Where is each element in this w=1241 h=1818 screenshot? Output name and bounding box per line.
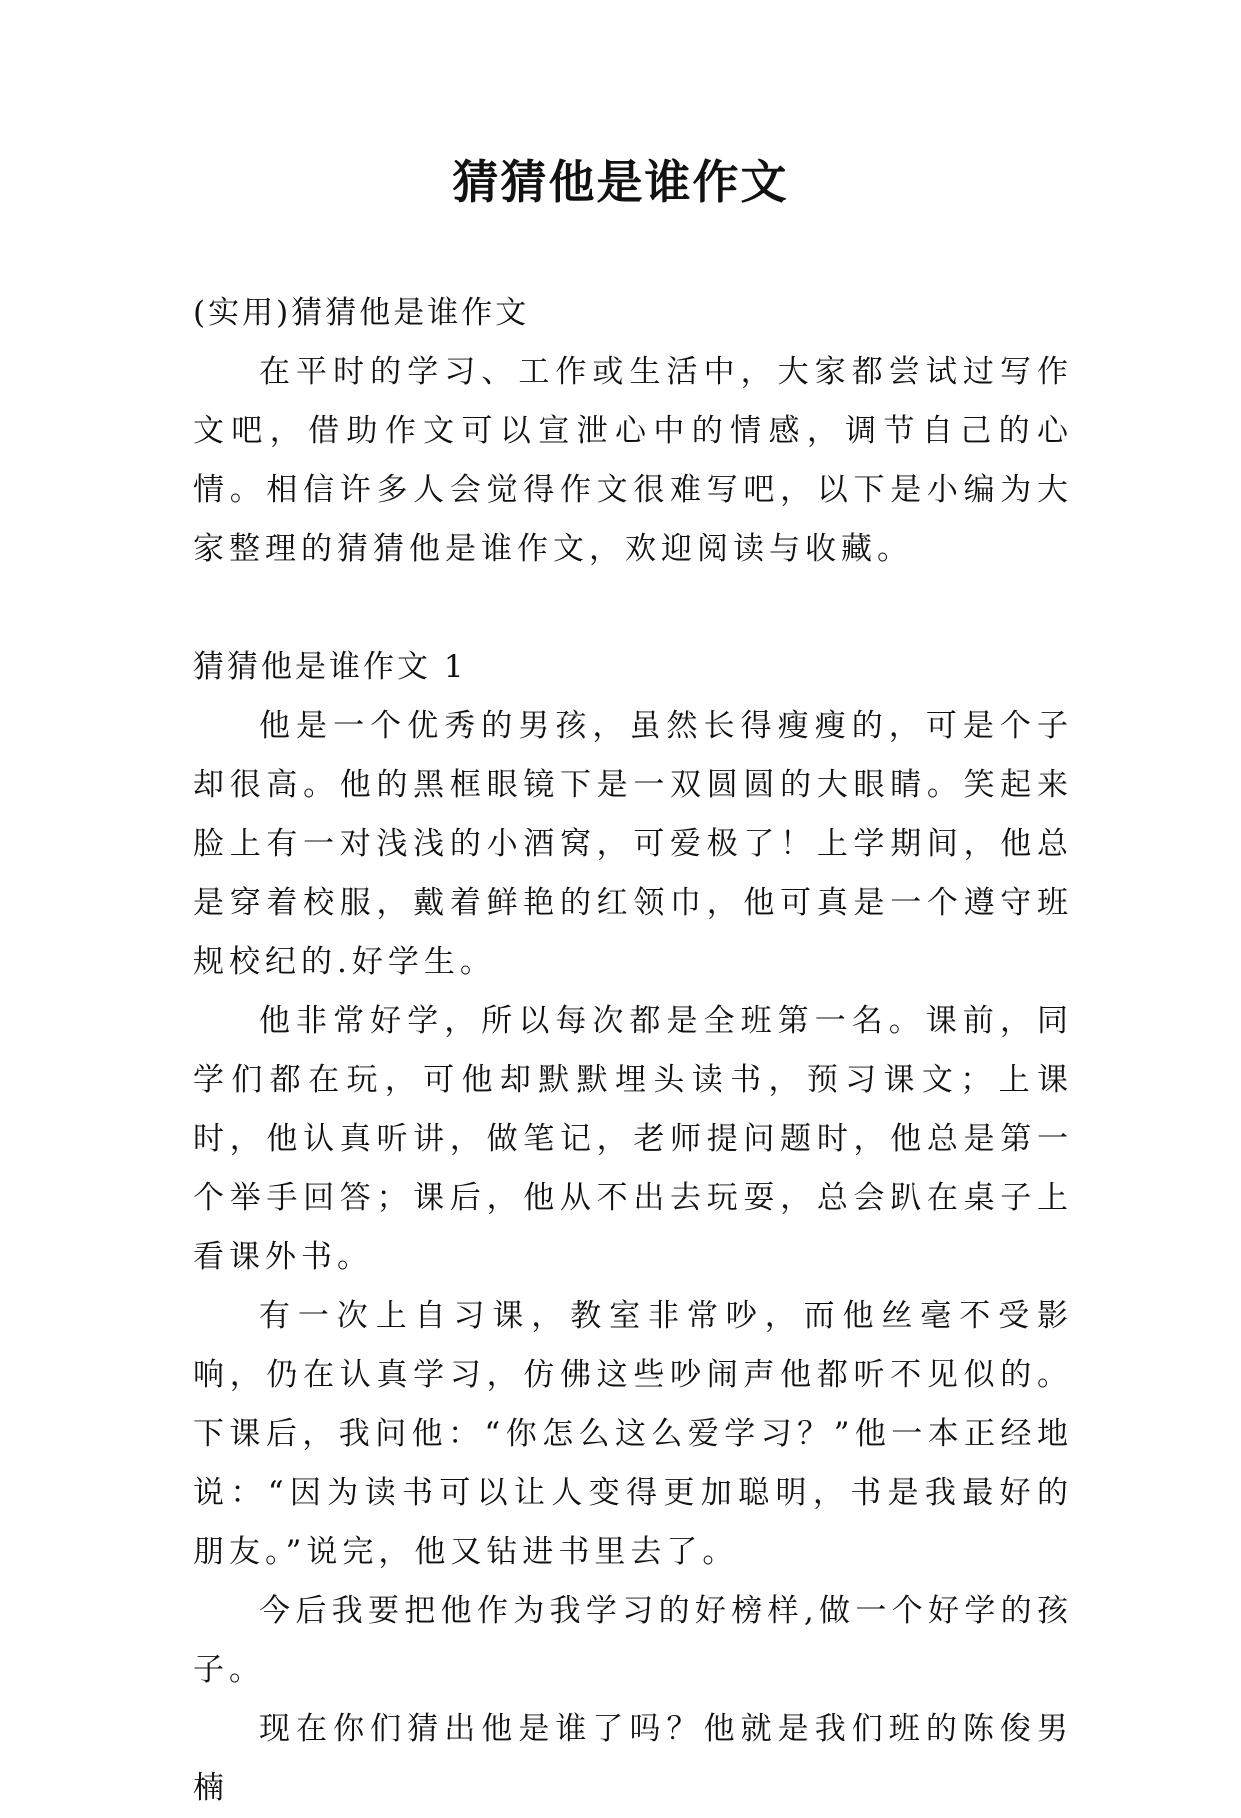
document-body [193,284,1073,1818]
section-heading: 猜猜他是谁作文 1 [193,649,467,685]
section-gap [193,579,1073,638]
body-paragraph: 他非常好学，所以每次都是全班第一名。课前，同学们都在玩，可他却默默埋头读书，预习课文；上课时，他认真听讲，做笔记，老师提问题时，他总是第一个举手回答；课后，他从不出去玩耍，总会趴在桌子上看课外书。 [193,1003,1073,1275]
body-paragraph: 今后我要把他作为我学习的好榜样,做一个好学的孩子。 [193,1593,1073,1688]
document-title: 猜猜他是谁作文 [452,155,789,209]
intro-paragraph: 在平时的学习、工作或生活中，大家都尝试过写作文吧，借助作文可以宣泄心中的情感，调节自己的心情。相信许多人会觉得作文很难写吧，以下是小编为大家整理的猜猜他是谁作文，欢迎阅读与收藏。 [193,354,1073,567]
body-paragraph: 现在你们猜出他是谁了吗？他就是我们班的陈俊男楠 [193,1711,1073,1806]
body-paragraph: 他是一个优秀的男孩，虽然长得瘦瘦的，可是个子却很高。他的黑框眼镜下是一双圆圆的大眼睛。笑起来脸上有一对浅浅的小酒窝，可爱极了！上学期间，他总是穿着校服，戴着鲜艳的红领巾，他可真是一个遵守班规校纪的.好学生。 [193,708,1073,980]
document-subtitle: (实用)猜猜他是谁作文 [193,295,530,331]
body-paragraph: 有一次上自习课，教室非常吵，而他丝毫不受影响，仍在认真学习，仿佛这些吵闹声他都听不见似的。下课后，我问他：“你怎么这么爱学习？”他一本正经地说：“因为读书可以让人变得更加聪明，书是我最好的朋友。”说完，他又钻进书里去了。 [193,1298,1073,1570]
